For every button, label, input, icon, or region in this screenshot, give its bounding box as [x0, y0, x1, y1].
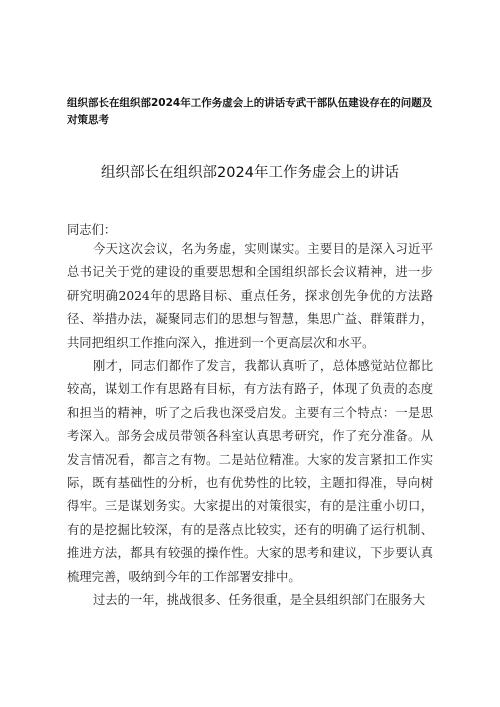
document-title: 组织部长在组织部2024年工作务虚会上的讲话 — [101, 165, 399, 181]
paragraph-3: 过去的一年，挑战很多、任务很重，是全县组织部门在服务大 — [93, 593, 426, 608]
paragraph-2: 刚才，同志们都作了发言，我都认真听了，总体感觉站位都比较高，谋划工作有思路有目标，有方法有路子，体现了负责的态度和担当的精神，听了之后我也深受启发。主要有三个特点：一是思考深入。部务会成员带领各科室认真思考研究，作了充分准备。从发言情况看，都言之有物。二是站位精准。大家的发言紧扣工作实际，既有基础性的分析，也有优势性的比较，主题扣得准，导向树得牢。三是谋划务实。大家提出的对策很实，有的是注重小切口，有的是挖掘比较深，有的是落点比较实，还有的明确了运行机制、推进方法，都具有较强的操作性。大家的思考和建议，下步要认真梳理完善，吸纳到今年的工作部署安排中。 — [67, 359, 433, 584]
paragraph-1: 今天这次会议，名为务虚，实则谋实。主要目的是深入习近平总书记关于党的建设的重要思想和全国组织部长会议精神，进一步研究明确2024年的思路目标、重点任务，探求创先争优的方法路径、举措办法，凝聚同志们的思想与智慧，集思广益、群策群力，共同把组织工作推向深入，推进到一个更高层次和水平。 — [67, 242, 433, 350]
salutation: 同志们： — [67, 223, 117, 237]
document-header: 组织部长在组织部2024年工作务虚会上的讲话专武干部队伍建设存在的问题及对策思考 — [67, 97, 433, 126]
body-text — [67, 238, 433, 613]
